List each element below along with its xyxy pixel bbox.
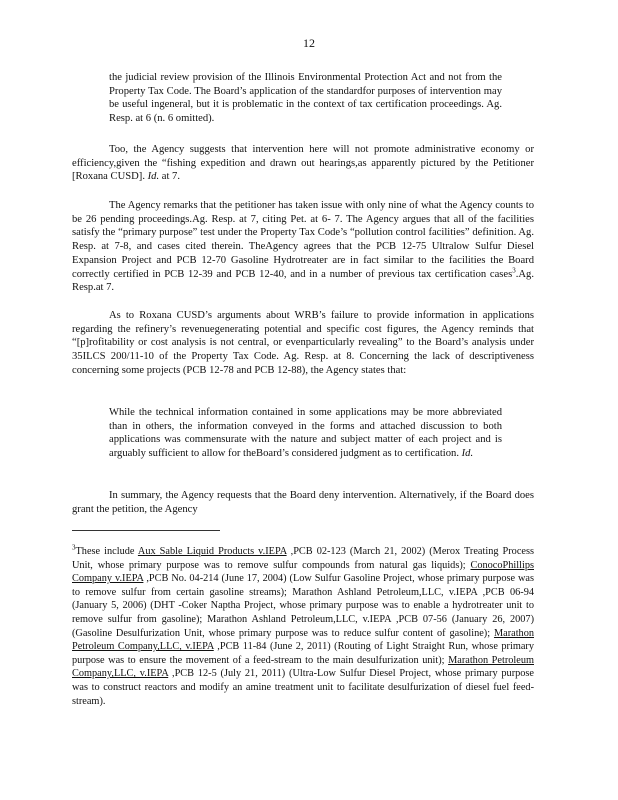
footnote-text: ,PCB 12-5 (July 21, 2011) (Ultra-Low Sulfur Diesel Project, whose primary purpose was to construct reactors and modify an amine treatment unit to facilitate desulfurization of diesel fuel feed-stream). <box>72 668 535 707</box>
paragraph-text: Too, the Agency suggests that intervention here will not promote administrative economy or efficiency,given the “fishing expedition and drawn out hearings,as apparently pictured by the Petitioner [Roxana CUSD]. <box>72 144 534 183</box>
paragraph-text: at 7. <box>159 171 180 183</box>
paragraph-roxana-arguments: As to Roxana CUSD’s arguments about WRB’s failure to provide information in applications regarding the refinery’s revenuegenerating potential and specific cost figures, the Agency reminds that “[p]rofitability or cost analysis is not central, or evenparticularly revealing” to the Board’s analysis under 35ILCS 200/11-10 of the Property Tax Code. Ag. Resp. at 8. Concerning the lack of descriptiveness concerning some projects (PCB 12-78 and PCB 12-88), the Agency states that: <box>72 310 534 376</box>
case-name: ConocoPhillips Company v.IEPA <box>72 559 534 585</box>
citation-id: Id. <box>147 171 160 183</box>
footnote-text: These include <box>75 546 138 557</box>
case-name: Marathon Petroleum Company,LLC, v.IEPA <box>72 654 534 680</box>
citation-id: Id. <box>461 448 474 460</box>
footnote-marker: 3 <box>72 543 76 552</box>
footnote-3 <box>72 545 534 708</box>
page-number: 12 <box>303 36 315 50</box>
case-name: Marathon Petroleum Company,LLC, v.IEPA <box>72 627 534 653</box>
block-quote-agency <box>109 406 502 461</box>
paragraph-text: The Agency remarks that the petitioner has taken issue with only nine of what the Agency counts to be 26 pending proceedings.Ag. Resp. at 7, citing Pet. at 6- 7. The Agency argues that all of the facilities satisfy the “primary purpose” test under the Property Tax Code’s “pollution control facilities” definition. Ag. Resp. at 7-8, and cases cited therein. TheAgency agrees that the PCB 12-75 Ultralow Sulfur Diesel Expansion Project and PCB 12-70 Gasoline Hydrotreater are in fact similar to the facilities the Board correctly certified in PCB 12-39 and PCB 12-40, and in a number of previous tax certification cases <box>72 200 534 280</box>
paragraph-agency-remarks <box>72 199 534 295</box>
footnote-reference: 3 <box>512 265 516 274</box>
paragraph-text: .Ag. Resp.at 7. <box>72 268 534 294</box>
quote-text: While the technical information contained in some applications may be more abbreviated than in others, the information conveyed in the forms and attached discussion to both applications was commensurate with the nature and subject matter of each project and is arguably sufficient to allow for theBoard’s considered judgment as to certification. <box>109 407 502 460</box>
footnote-divider <box>72 530 220 531</box>
footnote-text: ,PCB 02-123 (March 21, 2002) (Merox Treating Process Unit, whose primary purpose was to remove sulfur compounds from natural gas liquids); <box>72 546 534 571</box>
paragraph-intervention-efficiency <box>72 143 534 184</box>
block-quote-continued: the judicial review provision of the Illinois Environmental Protection Act and not from the Property Tax Code. The Board’s application of the standardfor purposes of intervention may be useful ingeneral, but it is problematic in the context of tax certification proceedings. Ag. Resp. at 6 (n. 6 omitted). <box>109 72 502 125</box>
paragraph-summary: In summary, the Agency requests that the Board deny intervention. Alternatively, if the Board does grant the petition, the Agency <box>72 490 534 515</box>
footnote-text: ,PCB No. 04-214 (June 17, 2004) (Low Sulfur Gasoline Project, whose primary purpose was to remove sulfur from certain gasoline streams); Marathon Ashland Petroleum,LLC, v.IEPA ,PCB 06-94 (January 5, 2006) (DHT -Coker Naptha Project, whose primary purpose was to enable a hydrotreater unit to remove sulfur from gasoline); Marathon Ashland Petroleum,LLC, v.IEPA ,PCB 07-56 (January 26, 2007) (Gasoline Desulfurization Unit, whose primary purpose was to reduce sulfur content of gasoline); <box>72 573 534 639</box>
footnote-text: ,PCB 11-84 (June 2, 2011) (Routing of Light Straight Run, whose primary purpose was to ensure the movement of a feed-stream to the main desulfurization unit); <box>72 641 534 666</box>
case-name: Aux Sable Liquid Products v.IEPA <box>137 546 287 557</box>
